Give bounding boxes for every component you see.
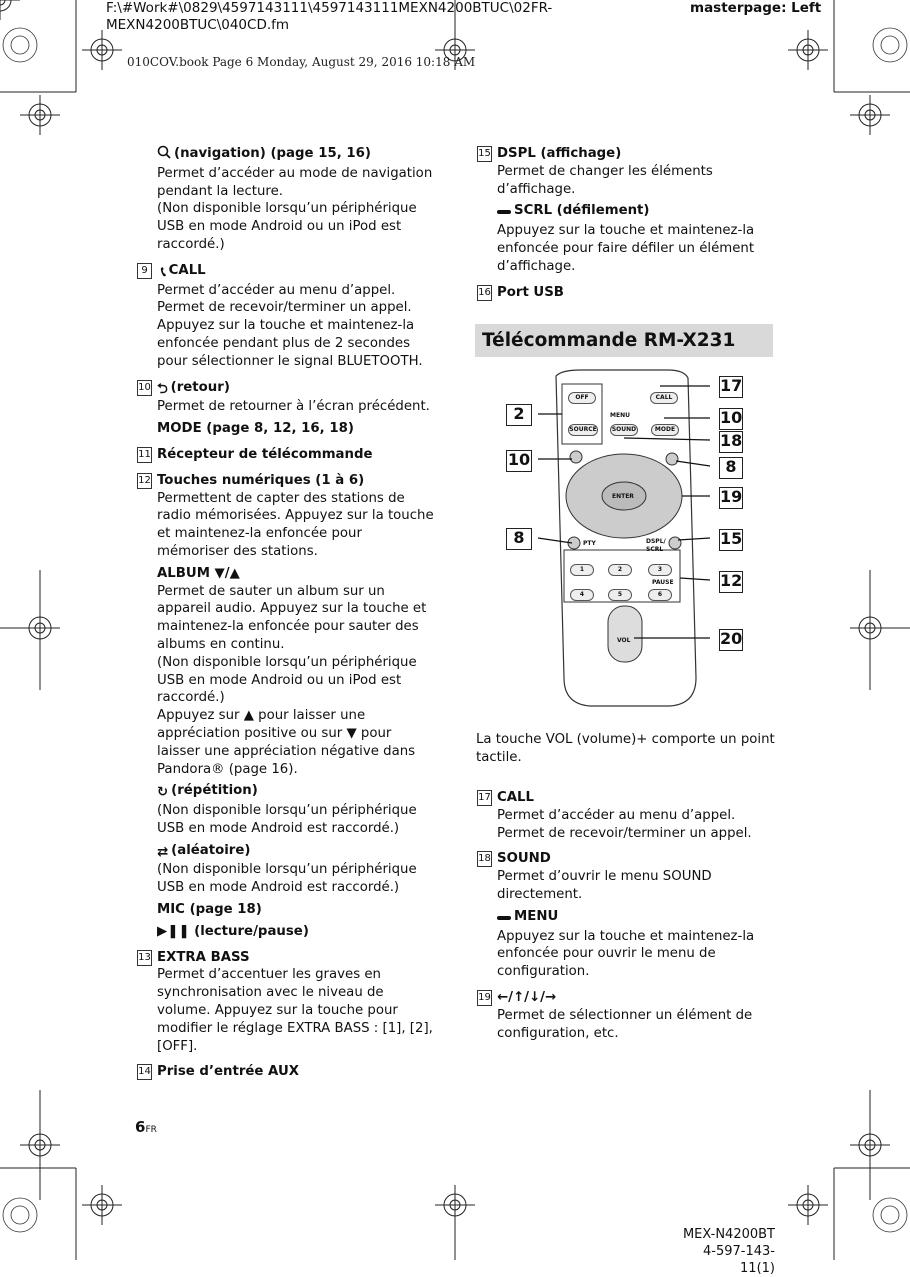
item-text: Permet d’ouvrir le menu SOUND directement. xyxy=(497,869,712,902)
preset-3-button[interactable]: 3 xyxy=(648,564,672,576)
shuffle-note: (Non disponible lorsqu’un périphérique USB en mode Android est raccordé.) xyxy=(157,862,417,896)
item-title: Port USB xyxy=(497,284,564,300)
item-title: CALL xyxy=(497,790,534,805)
album-title: ALBUM ▼/▲ xyxy=(157,565,240,581)
item-13 xyxy=(138,949,437,1056)
page-num: 6 xyxy=(135,1118,146,1136)
preset-6-button[interactable]: 6 xyxy=(648,589,672,601)
item-9 xyxy=(141,262,437,371)
callout-10-left: 10 xyxy=(506,450,532,472)
item-title: ←/↑/↓/→ xyxy=(497,989,557,1005)
item-12 xyxy=(138,472,437,941)
call-button[interactable]: CALL xyxy=(650,392,678,404)
repeat-title: (répétition) xyxy=(171,783,258,799)
item-title: (retour) xyxy=(170,379,230,395)
callout-12: 12 xyxy=(719,571,743,593)
item-18 xyxy=(478,850,777,981)
item-text: Permet de changer les éléments d’affichage. xyxy=(497,163,713,197)
item-number: 16 xyxy=(477,285,492,301)
item-text: Permet de sélectionner un élément de configuration, etc. xyxy=(497,1007,753,1041)
model-info xyxy=(680,1226,775,1277)
preset-5-button[interactable]: 5 xyxy=(608,589,632,601)
item-15 xyxy=(478,145,777,276)
item-number: 17 xyxy=(477,790,492,806)
item-text: Permet d’accéder au menu d’appel. Permet de recevoir/terminer un appel. xyxy=(497,807,752,841)
item-number: 14 xyxy=(137,1064,152,1080)
album-pandora: Appuyez sur ▲ pour laisser une appréciation positive ou sur ▼ pour laisser une appréciation négative dans Pandora® (page 16). xyxy=(157,708,416,777)
pty-label: PTY xyxy=(583,540,596,547)
item-17 xyxy=(478,789,777,842)
item-title: SOUND xyxy=(497,851,551,867)
right-column-top xyxy=(478,145,777,301)
callout-8-left: 8 xyxy=(506,528,532,550)
item-number: 9 xyxy=(137,263,152,279)
masterpage-label: masterpage: Left xyxy=(690,0,822,16)
callout-8-right: 8 xyxy=(719,457,743,479)
item-11 xyxy=(138,446,437,464)
album-text: Permet de sauter un album sur un appareil audio. Appuyez sur la touche et maintenez-la enfoncée pour sauter des albums en continu. xyxy=(157,583,427,652)
remote-illustration xyxy=(500,368,750,710)
item-title: Récepteur de télécommande xyxy=(157,446,373,462)
enter-label[interactable]: ENTER xyxy=(612,493,634,500)
off-button[interactable]: OFF xyxy=(568,392,596,404)
model-code: 4-597-143-11(1) xyxy=(703,1244,775,1276)
file-path: F:\#Work#\0829\4597143111\4597143111MEXN4200BTUC\02FR-MEXN4200BTUC\040CD.fm xyxy=(106,0,553,33)
right-column-bottom xyxy=(478,789,777,1042)
page-number xyxy=(135,1118,157,1136)
item-title: Prise d’entrée AUX xyxy=(157,1064,299,1080)
item-19 xyxy=(478,989,777,1042)
shuffle-icon: ⇄ xyxy=(157,844,169,860)
item-title: DSPL (affichage) xyxy=(497,146,622,161)
shuffle-title: (aléatoire) xyxy=(171,842,251,858)
item-number: 11 xyxy=(137,447,152,463)
nav-title: (navigation) (page 15, 16) xyxy=(174,146,371,161)
hold-bar-icon xyxy=(497,910,511,928)
item-10 xyxy=(138,379,437,438)
preset-2-button[interactable]: 2 xyxy=(608,564,632,576)
phone-icon: 📞︎ xyxy=(161,264,166,280)
item-16 xyxy=(478,284,777,302)
album-note: (Non disponible lorsqu’un périphérique USB en mode Android ou un iPod est raccordé.) xyxy=(157,654,417,706)
mode-label: MODE (page 8, 12, 16, 18) xyxy=(157,421,354,437)
item-title: Touches numériques (1 à 6) xyxy=(157,472,365,488)
callout-2: 2 xyxy=(506,404,532,426)
dspl-label: DSPL/ xyxy=(646,538,666,545)
item-number: 12 xyxy=(137,473,152,489)
hold-bar-icon xyxy=(497,204,511,222)
item-text: Permettent de capter des stations de radio mémorisées. Appuyez sur la touche et maintenez-la enfoncée pour mémoriser des stations. xyxy=(157,490,434,559)
nav-text: Permet d’accéder au mode de navigation pendant la lecture. xyxy=(157,165,433,199)
scrl-text: Appuyez sur la touche et maintenez-la enfoncée pour faire défiler un élément d’affichage. xyxy=(497,223,755,274)
play-pause-label: ▶❚❚ (lecture/pause) xyxy=(157,923,309,939)
model-name: MEX-N4200BT xyxy=(682,1227,775,1242)
item-title: EXTRA BASS xyxy=(157,949,250,965)
item-number: 15 xyxy=(477,146,492,162)
left-column xyxy=(138,145,437,1081)
nav-note: (Non disponible lorsqu’un périphérique USB en mode Android ou un iPod est raccordé.) xyxy=(157,201,417,252)
callout-17: 17 xyxy=(719,376,743,398)
preset-1-button[interactable]: 1 xyxy=(570,564,594,576)
callout-10-right: 10 xyxy=(719,408,743,430)
callout-15: 15 xyxy=(719,529,743,551)
mic-label: MIC (page 18) xyxy=(157,902,262,918)
item-text: Permet de retourner à l’écran précédent. xyxy=(157,399,430,415)
item-text: Permet d’accéder au menu d’appel. Permet de recevoir/terminer un appel. Appuyez sur la touche et maintenez-la enfoncée pendant plus de 2 secondes pour sélectionner le signal BLUETOOTH. xyxy=(157,282,423,369)
vol-note: La touche VOL (volume)+ comporte un point tactile. xyxy=(476,732,775,765)
mode-button[interactable]: MODE xyxy=(651,424,679,436)
item-number: 19 xyxy=(477,990,492,1006)
repeat-note: (Non disponible lorsqu’un périphérique USB en mode Android est raccordé.) xyxy=(157,803,417,836)
section-heading: Télécommande RM-X231 xyxy=(475,324,773,357)
sound-button[interactable]: SOUND xyxy=(610,424,638,436)
repeat-icon: ↻ xyxy=(157,785,169,801)
back-icon: ⮌ xyxy=(157,381,168,397)
menu-title: MENU xyxy=(514,908,559,924)
page-suffix: FR xyxy=(145,1125,157,1135)
vol-label[interactable]: VOL xyxy=(617,637,631,644)
scrl-label: SCRL xyxy=(646,546,664,553)
callout-20: 20 xyxy=(719,629,743,651)
preset-4-button[interactable]: 4 xyxy=(570,589,594,601)
item-title: CALL xyxy=(168,262,206,278)
search-icon xyxy=(157,145,171,165)
pause-label: PAUSE xyxy=(652,579,674,586)
source-button[interactable]: SOURCE xyxy=(568,424,598,436)
item-number: 13 xyxy=(137,950,152,966)
menu-label: MENU xyxy=(610,412,630,419)
menu-text: Appuyez sur la touche et maintenez-la enfoncée pour ouvrir le menu de configuration. xyxy=(497,928,755,980)
callout-18: 18 xyxy=(719,431,743,453)
book-info: 010COV.book Page 6 Monday, August 29, 2016 10:18 AM xyxy=(127,55,476,69)
scrl-title: SCRL (défilement) xyxy=(514,203,650,219)
item-text: Permet d’accentuer les graves en synchronisation avec le niveau de volume. Appuyez sur la touche pour modifier le réglage EXTRA BASS : [1], [2], [OFF]. xyxy=(157,967,433,1054)
item-number: 10 xyxy=(137,380,152,396)
callout-19: 19 xyxy=(719,487,743,509)
item-14 xyxy=(138,1063,437,1081)
item-number: 18 xyxy=(477,851,492,867)
